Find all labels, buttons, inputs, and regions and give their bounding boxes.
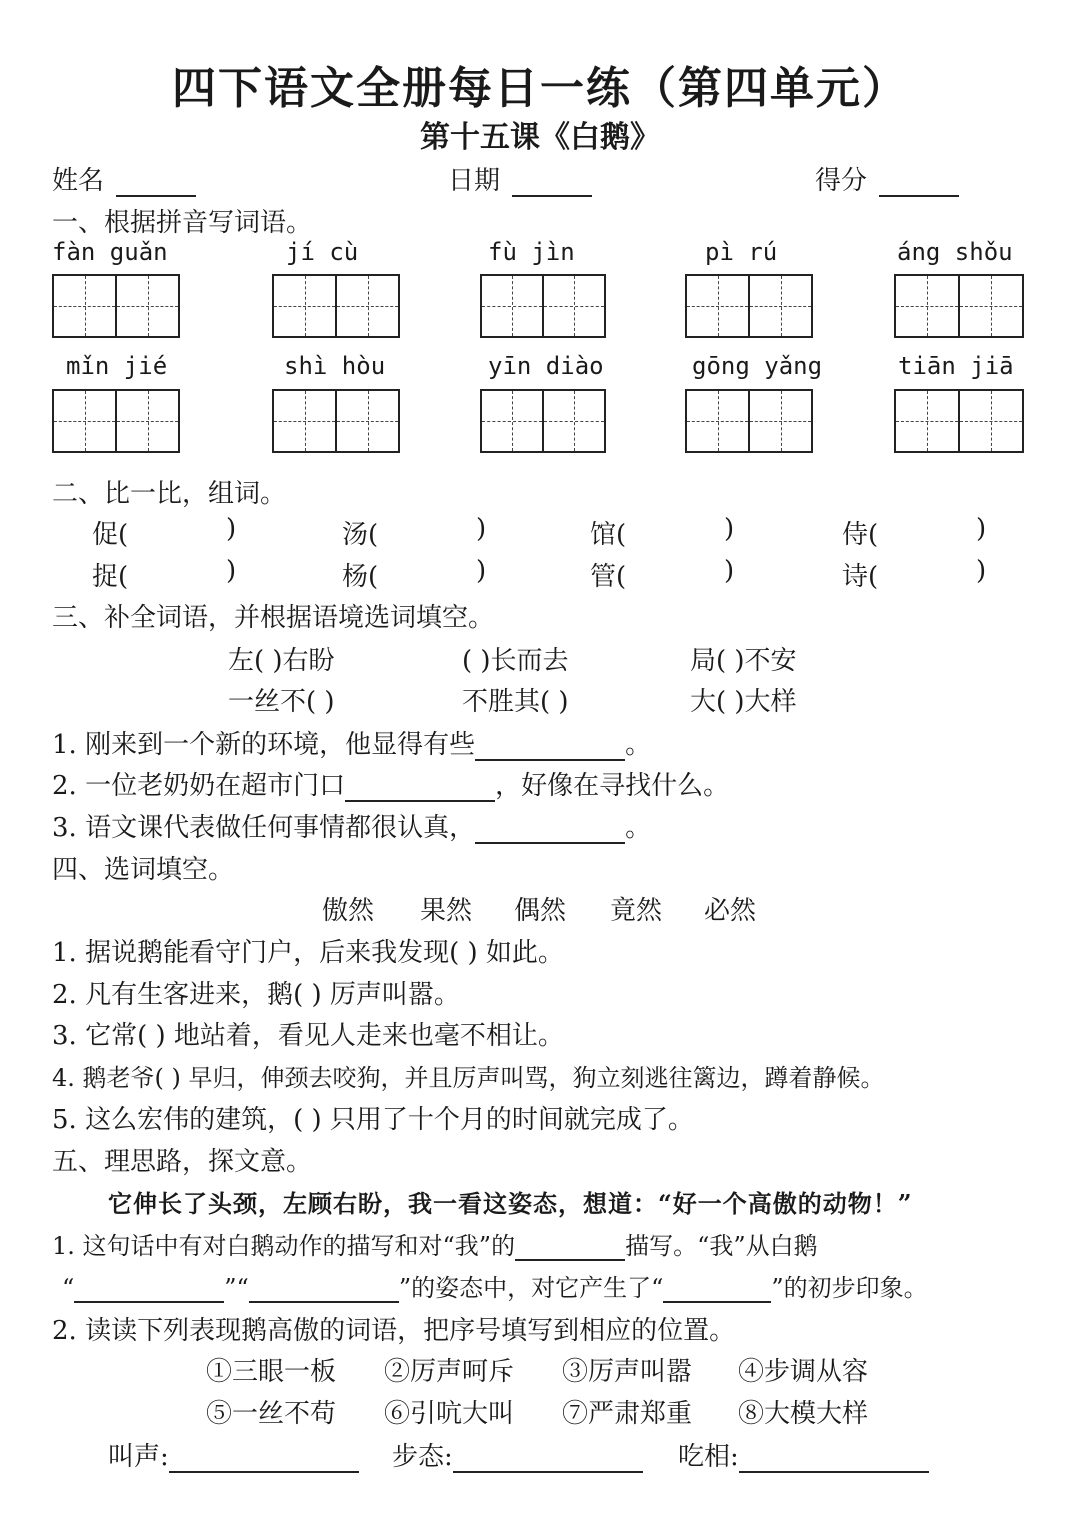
compare-char[interactable]: 促( — [92, 520, 129, 550]
pinyin: yīn diào — [488, 352, 604, 380]
choice-sentence-5[interactable]: 5. 这么宏伟的建筑，( ) 只用了十个月的时间就完成了。 — [52, 1105, 694, 1135]
writing-grid[interactable] — [894, 274, 1024, 338]
category-eating — [678, 1436, 929, 1473]
fill-sentence-3 — [52, 807, 651, 844]
answer-blank[interactable] — [169, 1447, 359, 1473]
word-choice: 竟然 — [610, 896, 663, 926]
analysis-question-1 — [52, 1226, 818, 1261]
sentence-text: ”“ — [224, 1274, 249, 1302]
choice-sentence-3[interactable]: 3. 它常( ) 地站着，看见人走来也毫不相让。 — [52, 1021, 564, 1051]
word-choice: 偶然 — [514, 896, 567, 926]
writing-grid[interactable] — [272, 274, 400, 338]
idiom-blank[interactable]: ( )长而去 — [462, 646, 569, 676]
name-label: 姓名 — [52, 166, 105, 196]
idiom-blank[interactable]: 一丝不( ) — [228, 687, 335, 717]
compare-char[interactable]: 侍( — [842, 520, 879, 550]
category-label: 步态: — [392, 1442, 453, 1472]
idiom-blank[interactable]: 不胜其( ) — [462, 687, 569, 717]
word-choice: 果然 — [420, 896, 473, 926]
sentence-text: 。 — [625, 813, 652, 843]
lesson-subtitle: 第十五课《白鹅》 — [420, 120, 660, 155]
close-paren: ) — [976, 514, 987, 544]
compare-char[interactable]: 诗( — [842, 562, 879, 592]
pinyin: fù jìn — [488, 238, 575, 266]
word-choice: 必然 — [704, 896, 757, 926]
close-paren: ) — [724, 556, 735, 586]
sentence-text: 1. 这句话中有对白鹅动作的描写和对“我”的 — [52, 1232, 516, 1260]
category-label: 吃相: — [678, 1442, 739, 1472]
date-blank[interactable] — [512, 169, 592, 197]
compare-char[interactable]: 杨( — [342, 562, 379, 592]
option-word: ⑤一丝不苟 — [206, 1399, 337, 1429]
fill-sentence-1 — [52, 724, 651, 761]
pinyin: pì rú — [705, 238, 778, 266]
sentence-text: ，好像在寻找什么。 — [495, 771, 730, 801]
section3-heading: 三、补全词语，并根据语境选词填空。 — [52, 603, 495, 633]
score-label: 得分 — [815, 166, 868, 196]
name-field[interactable] — [52, 160, 196, 197]
answer-blank[interactable] — [475, 735, 625, 761]
section5-heading: 五、理思路，探文意。 — [52, 1147, 313, 1177]
answer-blank[interactable] — [739, 1447, 929, 1473]
date-field[interactable] — [448, 160, 592, 197]
option-word: ⑥引吭大叫 — [384, 1399, 515, 1429]
close-paren: ) — [976, 556, 987, 586]
section1-heading: 一、根据拼音写词语。 — [52, 208, 313, 238]
close-paren: ) — [476, 514, 487, 544]
sentence-text: ”的初步印象。 — [771, 1274, 928, 1302]
pinyin: tiān jiā — [898, 352, 1014, 380]
close-paren: ) — [724, 514, 735, 544]
pinyin: mǐn jié — [66, 352, 168, 380]
option-word: ③厉声叫嚣 — [562, 1357, 693, 1387]
choice-sentence-2[interactable]: 2. 凡有生客进来，鹅( ) 厉声叫嚣。 — [52, 980, 460, 1010]
option-word: ②厉声呵斥 — [384, 1357, 515, 1387]
idiom-blank[interactable]: 大( )大样 — [690, 687, 797, 717]
sentence-text: 2. 一位老奶奶在超市门口 — [52, 771, 346, 801]
answer-blank[interactable] — [663, 1277, 771, 1303]
category-call — [108, 1436, 359, 1473]
name-blank[interactable] — [116, 169, 196, 197]
writing-grid[interactable] — [685, 389, 813, 453]
option-word: ⑦严肃郑重 — [562, 1399, 693, 1429]
idiom-blank[interactable]: 左( )右盼 — [228, 646, 335, 676]
analysis-question-2: 2. 读读下列表现鹅高傲的词语，把序号填写到相应的位置。 — [52, 1316, 736, 1346]
worksheet-title: 四下语文全册每日一练（第四单元） — [172, 63, 908, 114]
pinyin: áng shǒu — [897, 238, 1013, 266]
answer-blank[interactable] — [515, 1235, 625, 1261]
fill-sentence-2 — [52, 765, 729, 802]
choice-sentence-1[interactable]: 1. 据说鹅能看守门户，后来我发现( ) 如此。 — [52, 938, 564, 968]
sentence-text: 描写。“我”从白鹅 — [625, 1232, 818, 1260]
choice-sentence-4[interactable]: 4. 鹅老爷( ) 早归，伸颈去咬狗，并且厉声叫骂，狗立刻逃往篱边，蹲着静候。 — [52, 1064, 885, 1092]
sentence-text: 1. 刚来到一个新的环境，他显得有些 — [52, 730, 476, 760]
pinyin: shì hòu — [284, 352, 386, 380]
option-word: ⑧大模大样 — [738, 1399, 869, 1429]
answer-blank[interactable] — [345, 776, 495, 802]
pinyin: fàn guǎn — [52, 238, 168, 266]
section2-heading: 二、比一比，组词。 — [52, 479, 287, 509]
writing-grid[interactable] — [480, 389, 606, 453]
category-label: 叫声: — [108, 1442, 169, 1472]
sentence-text: ”的姿态中，对它产生了“ — [398, 1274, 664, 1302]
writing-grid[interactable] — [480, 274, 606, 338]
analysis-question-1-cont — [62, 1268, 928, 1303]
writing-grid[interactable] — [52, 274, 180, 338]
sentence-text: 。 — [625, 730, 652, 760]
sentence-text: “ — [62, 1274, 75, 1302]
compare-char[interactable]: 馆( — [590, 520, 627, 550]
pinyin: jí cù — [286, 238, 359, 266]
answer-blank[interactable] — [475, 818, 625, 844]
category-gait — [392, 1436, 643, 1473]
answer-blank[interactable] — [249, 1277, 399, 1303]
quoted-sentence: 它伸长了头颈，左顾右盼，我一看这姿态，想道：“好一个高傲的动物！” — [108, 1189, 913, 1218]
pinyin: gōng yǎng — [692, 352, 823, 380]
word-choice: 傲然 — [322, 896, 375, 926]
score-blank[interactable] — [879, 169, 959, 197]
writing-grid[interactable] — [894, 389, 1024, 453]
close-paren: ) — [476, 556, 487, 586]
close-paren: ) — [226, 556, 237, 586]
compare-char[interactable]: 管( — [590, 562, 627, 592]
sentence-text: 3. 语文课代表做任何事情都很认真， — [52, 813, 476, 843]
option-word: ①三眼一板 — [206, 1357, 337, 1387]
compare-char[interactable]: 汤( — [342, 520, 379, 550]
section4-heading: 四、选词填空。 — [52, 855, 235, 885]
idiom-blank[interactable]: 局( )不安 — [690, 646, 797, 676]
score-field[interactable] — [815, 160, 959, 197]
option-word: ④步调从容 — [738, 1357, 869, 1387]
close-paren: ) — [226, 514, 237, 544]
answer-blank[interactable] — [74, 1277, 224, 1303]
compare-char[interactable]: 捉( — [92, 562, 129, 592]
answer-blank[interactable] — [453, 1447, 643, 1473]
writing-grid[interactable] — [272, 389, 400, 453]
date-label: 日期 — [448, 166, 501, 196]
writing-grid[interactable] — [685, 274, 813, 338]
writing-grid[interactable] — [52, 389, 180, 453]
